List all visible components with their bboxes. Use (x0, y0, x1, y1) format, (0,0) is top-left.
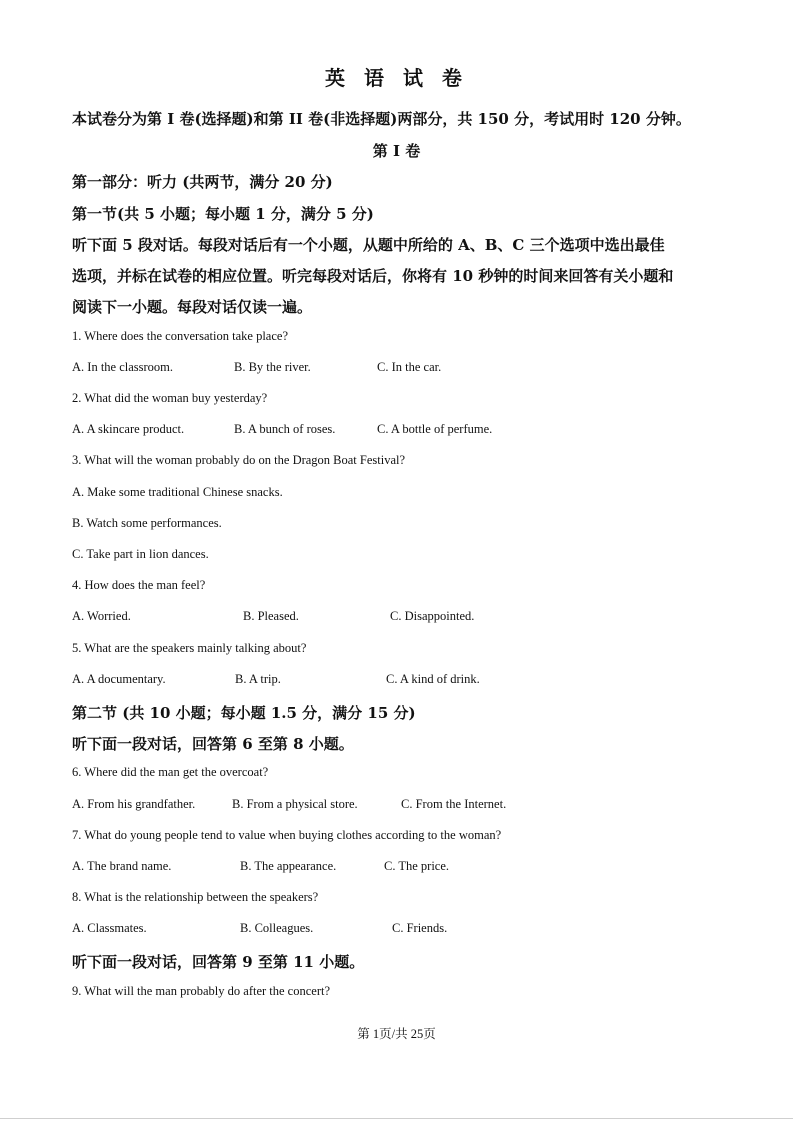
q6-option-b: B. From a physical store. (232, 797, 358, 811)
page-number-footer: 第 1页/共 25页 (357, 1027, 436, 1041)
q5-option-c: C. A kind of drink. (386, 672, 480, 686)
q3-option-b: B. Watch some performances. (72, 516, 222, 530)
dialog-instruction-9-11: 听下面一段对话，回答第 9 至第 11 小题。 (72, 953, 365, 971)
instructions-line-1: 听下面 5 段对话。每段对话后有一个小题，从题中所给的 A、B、C 三个选项中选出最佳 (72, 236, 665, 254)
q1-option-c: C. In the car. (377, 360, 442, 374)
question-6: 6. Where did the man get the overcoat? (72, 765, 269, 779)
instructions-line-2: 选项，并标在试卷的相应位置。听完每段对话后，你将有 10 秒钟的时间来回答有关小题和 (72, 267, 674, 285)
q3-option-a: A. Make some traditional Chinese snacks. (72, 485, 283, 499)
q2-option-b: B. A bunch of roses. (234, 422, 336, 436)
q6-option-a: A. From his grandfather. (72, 797, 196, 811)
q4-option-c: C. Disappointed. (390, 609, 475, 623)
question-2: 2. What did the woman buy yesterday? (72, 391, 268, 405)
question-5: 5. What are the speakers mainly talking about? (72, 641, 307, 655)
section2-heading: 第二节 (共 10 小题；每小题 1.5 分，满分 15 分) (72, 704, 416, 722)
exam-intro: 本试卷分为第 I 卷(选择题)和第 II 卷(非选择题)两部分，共 150 分，考试用时 120 分钟。 (72, 110, 691, 128)
q5-option-a: A. A documentary. (72, 672, 166, 686)
bottom-divider (0, 1118, 793, 1119)
q8-option-b: B. Colleagues. (240, 921, 314, 935)
question-4: 4. How does the man feel? (72, 578, 206, 592)
instructions-line-3: 阅读下一小题。每段对话仅读一遍。 (72, 298, 313, 316)
q1-option-a: A. In the classroom. (72, 360, 174, 374)
question-8: 8. What is the relationship between the speakers? (72, 890, 319, 904)
q1-option-b: B. By the river. (234, 360, 311, 374)
volume-heading: 第 I 卷 (372, 142, 421, 160)
question-9: 9. What will the man probably do after the concert? (72, 984, 331, 998)
q7-option-b: B. The appearance. (240, 859, 337, 873)
q2-option-c: C. A bottle of perfume. (377, 422, 493, 436)
question-1: 1. Where does the conversation take place? (72, 329, 288, 343)
page-title: 英 语 试 卷 (325, 66, 468, 90)
q8-option-c: C. Friends. (392, 921, 448, 935)
q8-option-a: A. Classmates. (72, 921, 147, 935)
part1-heading: 第一部分：听力 (共两节，满分 20 分) (72, 173, 333, 191)
q7-option-a: A. The brand name. (72, 859, 172, 873)
q5-option-b: B. A trip. (235, 672, 281, 686)
q4-option-a: A. Worried. (72, 609, 131, 623)
q3-option-c: C. Take part in lion dances. (72, 547, 209, 561)
question-3: 3. What will the woman probably do on the Dragon Boat Festival? (72, 453, 406, 467)
q6-option-c: C. From the Internet. (401, 797, 507, 811)
question-7: 7. What do young people tend to value when buying clothes according to the woman? (72, 828, 502, 842)
q2-option-a: A. A skincare product. (72, 422, 185, 436)
q7-option-c: C. The price. (384, 859, 450, 873)
dialog-instruction-6-8: 听下面一段对话，回答第 6 至第 8 小题。 (72, 735, 354, 753)
q4-option-b: B. Pleased. (243, 609, 299, 623)
section1-heading: 第一节(共 5 小题；每小题 1 分，满分 5 分) (72, 205, 374, 223)
